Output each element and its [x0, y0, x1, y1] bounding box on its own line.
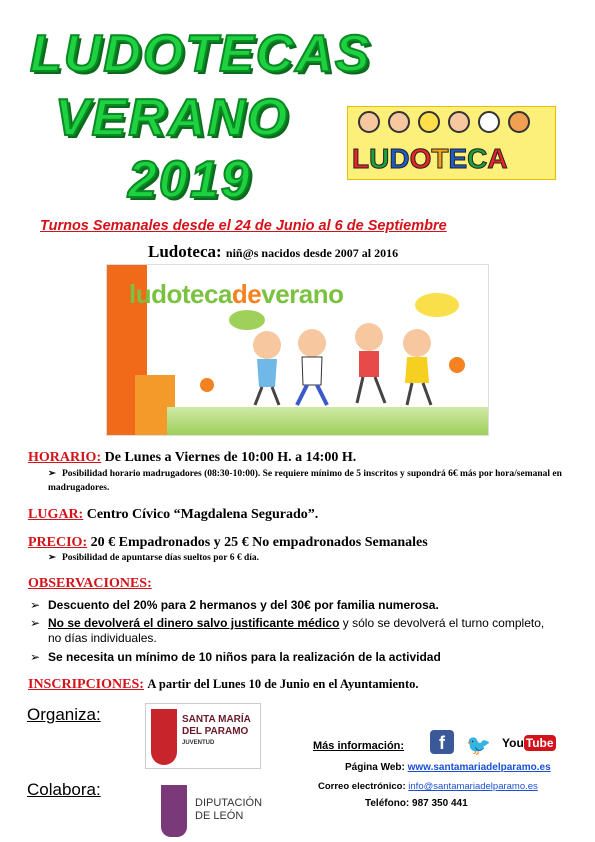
lugar-text: Centro Cívico “Magdalena Segurado”. — [86, 507, 319, 522]
logo-letter: O — [409, 143, 432, 174]
email-line — [318, 781, 538, 792]
email-link[interactable]: info@santamariadelparamo.es — [408, 781, 538, 792]
ludoteca-logo — [347, 106, 556, 180]
youtube-tube: Tube — [525, 736, 554, 750]
kid-figure-3 — [355, 323, 385, 403]
sun-face-icon — [418, 111, 440, 133]
lugar-line — [28, 507, 318, 523]
angel-face-icon — [448, 111, 470, 133]
diputacion-line2: DE LEÓN — [195, 810, 244, 822]
title-line-3: 2019 — [128, 151, 252, 209]
santa-maria-line2: DEL PARAMO — [182, 726, 249, 737]
diputacion-name — [195, 797, 262, 823]
lugar-label: LUGAR: — [28, 507, 84, 522]
logo-letter: C — [467, 143, 488, 174]
flower-icon — [449, 357, 465, 373]
email-label: Correo electrónico: — [318, 781, 409, 792]
observacion-item-1 — [30, 598, 439, 612]
kid-face-icon — [358, 111, 380, 133]
arrow-icon: ➢ — [48, 469, 56, 479]
phone-line: Teléfono: 987 350 441 — [365, 798, 468, 809]
youtube-icon[interactable] — [502, 736, 556, 750]
ludoteca-age-text: niñ@s nacidos desde 2007 al 2016 — [225, 246, 399, 260]
diputacion-line1: DIPUTACIÓN — [195, 797, 263, 809]
butterfly-icon — [415, 293, 459, 317]
coat-of-arms-icon — [151, 709, 177, 765]
cat-face-icon — [508, 111, 530, 133]
title-line-1: LUDOTECAS — [30, 25, 372, 83]
logo-faces — [358, 111, 530, 133]
ludoteca-label: Ludoteca: — [148, 242, 222, 261]
chevron-right-icon: ➢ — [30, 650, 41, 664]
facebook-icon[interactable]: f — [430, 730, 454, 754]
kid-face-icon — [388, 111, 410, 133]
web-label: Página Web: — [345, 762, 408, 773]
banner-text-part2: de — [231, 279, 262, 309]
chevron-right-icon: ➢ — [30, 598, 41, 612]
santa-maria-name — [182, 714, 251, 738]
logo-letters — [352, 143, 508, 175]
diputacion-shield-icon — [161, 785, 187, 837]
chevron-right-icon: ➢ — [30, 616, 41, 630]
precio-text: 20 € Empadronados y 25 € No empadronados Semanales — [90, 535, 428, 550]
kid-figure-1 — [253, 331, 281, 405]
twitter-icon[interactable]: 🐦 — [466, 735, 491, 757]
banner-image — [106, 264, 489, 436]
observacion-item-3-text: Se necesita un mínimo de 10 niños para la realización de la actividad — [48, 650, 441, 664]
logo-letter: A — [487, 143, 508, 174]
santa-maria-logo — [145, 703, 261, 769]
logo-letter: T — [431, 143, 449, 174]
santa-maria-sub: JUVENTUD — [182, 740, 215, 746]
kid-figure-4 — [403, 329, 431, 405]
inscripciones-text: A partir del Lunes 10 de Junio en el Ayuntamiento. — [147, 677, 419, 691]
banner-grass — [167, 407, 489, 435]
observaciones-heading — [28, 576, 152, 592]
observacion-item-2-bold: No se devolverá el dinero salvo justificante médico — [48, 616, 340, 630]
inscripciones-line — [28, 677, 419, 693]
precio-bullet-text: Posibilidad de apuntarse días sueltos por 6 € día. — [62, 553, 259, 563]
horario-label: HORARIO: — [28, 450, 102, 465]
leaf-icon — [229, 310, 265, 330]
logo-letter: L — [352, 143, 370, 174]
organiza-label: Organiza: — [27, 705, 101, 724]
precio-label: PRECIO: — [28, 535, 88, 550]
observacion-item-2-rest: y sólo se devolverá el turno completo, no días individuales. — [48, 616, 545, 645]
santa-maria-line1: SANTA MARÍA — [182, 714, 251, 725]
horario-text: De Lunes a Viernes de 10:00 H. a 14:00 H. — [104, 450, 357, 465]
horario-bullet-text: Posibilidad horario madrugadores (08:30-10:00). Se requiere mínimo de 5 inscritos y supondrá 6€ más por hora/semanal en madrugadores. — [48, 469, 562, 493]
observaciones-label: OBSERVACIONES: — [28, 576, 152, 591]
flower-icon — [200, 378, 214, 392]
horario-line — [28, 450, 356, 466]
horario-bullet — [48, 467, 568, 495]
logo-letter: U — [369, 143, 390, 174]
ludoteca-age-line — [148, 242, 398, 262]
colabora-label: Colabora: — [27, 780, 101, 799]
precio-bullet — [48, 551, 568, 565]
logo-letter: E — [448, 143, 468, 174]
more-info-label: Más información: — [313, 740, 405, 752]
subtitle: Turnos Semanales desde el 24 de Junio al 6 de Septiembre — [40, 218, 447, 234]
observacion-item-2 — [30, 616, 548, 646]
observacion-item-1-text: Descuento del 20% para 2 hermanos y del 30€ por familia numerosa. — [48, 598, 439, 612]
observacion-item-3 — [30, 650, 441, 664]
cloud-face-icon — [478, 111, 500, 133]
kid-figure-2 — [297, 329, 327, 405]
banner-text-part1: ludoteca — [129, 279, 232, 309]
arrow-icon: ➢ — [48, 553, 56, 563]
web-line — [345, 762, 551, 773]
youtube-you: You — [502, 736, 524, 750]
banner-text-part3: verano — [261, 279, 344, 309]
web-link[interactable]: www.santamariadelparamo.es — [407, 762, 551, 773]
precio-line — [28, 535, 428, 551]
inscripciones-label: INSCRIPCIONES: — [28, 677, 144, 692]
title-line-2: VERANO — [55, 89, 290, 147]
logo-letter: D — [389, 143, 410, 174]
